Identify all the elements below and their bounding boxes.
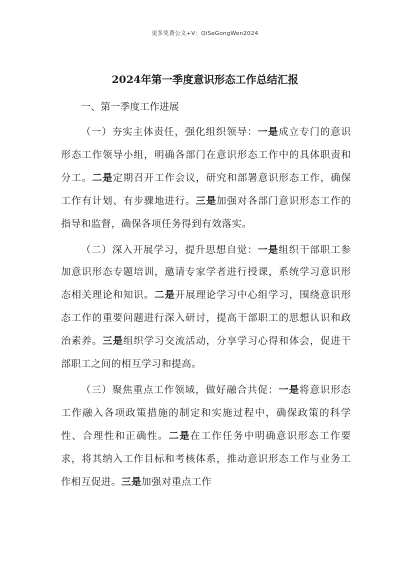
section-heading: 一、第一季度工作进展	[81, 102, 179, 113]
point-text: 组织学习交流活动，分享学习心得和体会，促进干部职工之间的相互学习和提高。	[61, 336, 352, 371]
point-marker: 二是	[168, 430, 191, 442]
paragraph-1	[61, 122, 351, 237]
point-text: 定期召开工作会议，研究和部署意识形态工作，确保工作有计划、有步骤地进行。	[61, 172, 352, 207]
point-text: 在工作任务中明确意识形态工作要求，将其纳入工作目标和考核体系，推动意识形态工作与业务工作相互促进。	[61, 430, 352, 488]
point-text: 开展理论学习中心组学习，围绕意识形态工作的重要问题进行深入研讨，提高干部职工的思想认识和政治素养。	[61, 290, 352, 348]
paragraph-lead: （三）聚焦重点工作领域，做好融合共促：	[81, 384, 279, 396]
point-marker: 二是	[154, 290, 176, 302]
point-text: 加强对重点工作	[141, 476, 212, 488]
point-text: 成立专门的意识形态工作领导小组，明确各部门在意识形态工作中的具体职责和分工。	[61, 127, 352, 184]
point-marker: 二是	[92, 172, 113, 184]
point-marker: 三是	[195, 195, 217, 207]
paragraph-2	[61, 240, 351, 377]
point-marker: 三是	[121, 476, 142, 488]
header-watermark: 更多免费公文+V：QiSeGongWen2024	[151, 31, 259, 37]
point-marker: 三是	[102, 336, 124, 348]
point-text: 加强对各部门意识形态工作的指导和监督，确保各项任务得到有效落实。	[61, 195, 352, 230]
paragraph-lead: （二）深入开展学习，提升思想自觉：	[81, 244, 258, 256]
point-marker: 一是	[278, 384, 300, 396]
point-text: 组织干部职工参加意识形态专题培训，邀请专家学者进行授课，系统学习意识形态相关理论和知识。	[61, 244, 352, 302]
document-body	[61, 97, 351, 498]
point-text: 将意识形态工作融入各项政策措施的制定和实施过程中，确保政策的科学性、合理性和正确性。	[61, 384, 352, 442]
point-marker: 一是	[257, 127, 279, 138]
paragraph-3	[61, 380, 351, 495]
point-marker: 一是	[257, 244, 279, 256]
paragraph-lead: （一）夯实主体责任，强化组织领导：	[81, 127, 258, 138]
document-title: 2024年第一季度意识形态工作总结汇报	[111, 74, 299, 86]
